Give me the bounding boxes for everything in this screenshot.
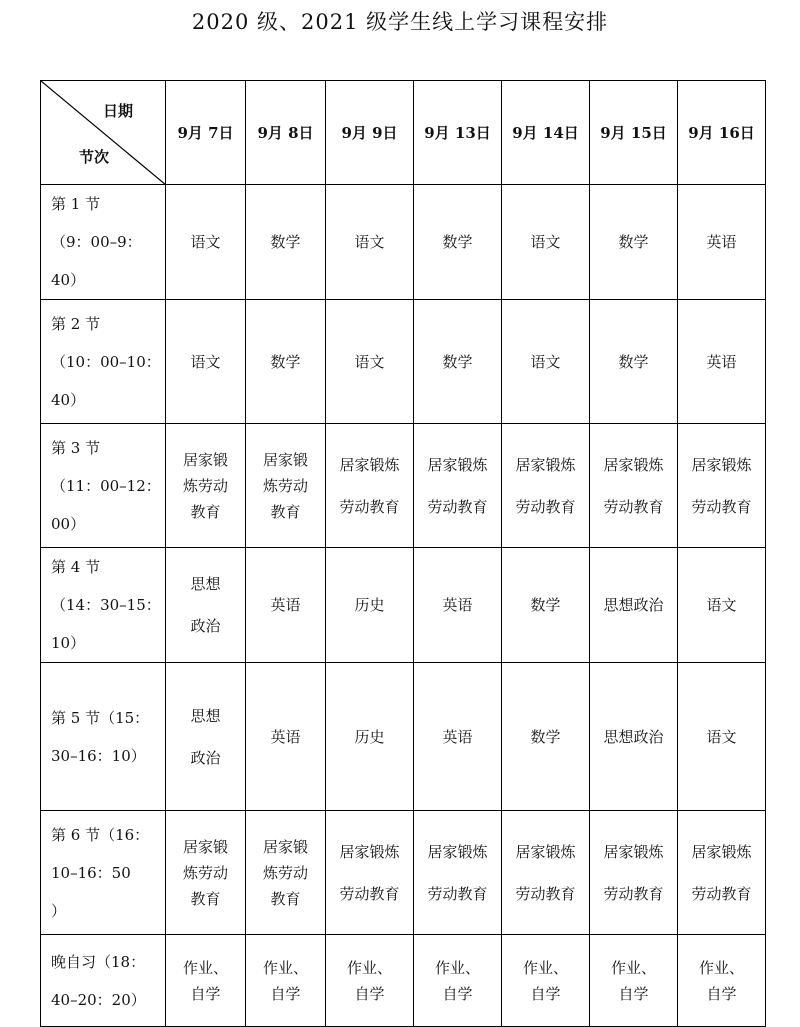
course-cell <box>590 424 678 548</box>
cell-line: 作业、 <box>346 958 392 977</box>
course-cell: 语文 <box>502 185 590 300</box>
cell-line: 居家锻 <box>182 450 228 469</box>
cell-line: 居家锻炼 <box>427 842 488 861</box>
date-header: 9月 15日 <box>590 81 678 185</box>
cell-line: 自学 <box>530 984 561 1003</box>
period-label <box>41 548 166 663</box>
cell-line: 第 6 节（16： <box>51 825 150 844</box>
cell-line: 劳动教育 <box>339 497 400 516</box>
course-cell <box>166 424 246 548</box>
course-cell <box>166 663 246 811</box>
course-cell <box>246 424 326 548</box>
table-row <box>41 424 766 548</box>
cell-line: （11：00–12： <box>51 476 161 495</box>
cell-line: 劳动教育 <box>691 497 752 516</box>
cell-line: 炼劳动 <box>262 863 308 882</box>
course-cell: 英语 <box>678 300 766 424</box>
course-cell: 语文 <box>502 300 590 424</box>
course-cell: 英语 <box>246 663 326 811</box>
cell-line: 作业、 <box>522 958 568 977</box>
cell-line: 劳动教育 <box>427 884 488 903</box>
cell-line: 居家锻炼 <box>603 455 664 474</box>
date-header: 9月 14日 <box>502 81 590 185</box>
cell-line: （10：00–10： <box>51 352 161 371</box>
corner-section-label: 节次 <box>79 148 110 166</box>
cell-line: 教育 <box>190 502 221 521</box>
cell-line: 居家锻炼 <box>603 842 664 861</box>
cell-line: 10） <box>51 634 86 652</box>
course-cell <box>246 935 326 1027</box>
cell-line: 劳动教育 <box>427 497 488 516</box>
course-cell: 语文 <box>678 663 766 811</box>
cell-line: 教育 <box>190 889 221 908</box>
course-cell: 语文 <box>326 300 414 424</box>
course-cell <box>502 811 590 935</box>
cell-line: 作业、 <box>698 958 744 977</box>
cell-line: 作业、 <box>182 958 228 977</box>
cell-line: 劳动教育 <box>339 884 400 903</box>
cell-line: 第 4 节 <box>51 558 101 576</box>
date-header: 9月 16日 <box>678 81 766 185</box>
course-cell <box>166 811 246 935</box>
cell-line: 炼劳动 <box>182 476 228 495</box>
cell-line: 政治 <box>190 617 221 635</box>
course-cell <box>166 935 246 1027</box>
table-row <box>41 185 766 300</box>
course-cell: 英语 <box>414 663 502 811</box>
course-cell: 历史 <box>326 548 414 663</box>
course-cell: 历史 <box>326 663 414 811</box>
cell-line: 第 3 节 <box>51 438 101 457</box>
cell-line: 自学 <box>270 984 301 1003</box>
cell-line: 自学 <box>706 984 737 1003</box>
course-cell <box>502 424 590 548</box>
cell-line: 第 5 节（15： <box>51 708 150 727</box>
cell-line: 劳动教育 <box>515 497 576 516</box>
cell-line: （9：00–9：40） <box>51 233 142 289</box>
course-cell <box>326 424 414 548</box>
period-label <box>41 300 166 424</box>
page-title: 2020 级、2021 级学生线上学习课程安排 <box>191 10 609 34</box>
table-row <box>41 811 766 935</box>
period-label <box>41 663 166 811</box>
cell-line: 劳动教育 <box>515 884 576 903</box>
course-cell <box>414 935 502 1027</box>
cell-line: 炼劳动 <box>182 863 228 882</box>
corner-diagonal-line <box>41 81 166 185</box>
cell-line: 居家锻炼 <box>691 455 752 474</box>
cell-line: 劳动教育 <box>691 884 752 903</box>
cell-line: 居家锻炼 <box>691 842 752 861</box>
course-cell: 数学 <box>414 185 502 300</box>
course-cell: 语文 <box>166 300 246 424</box>
course-cell: 数学 <box>502 663 590 811</box>
course-cell <box>590 935 678 1027</box>
course-cell: 数学 <box>414 300 502 424</box>
course-cell: 数学 <box>590 300 678 424</box>
course-cell <box>502 935 590 1027</box>
course-cell: 数学 <box>590 185 678 300</box>
table-row <box>41 548 766 663</box>
course-cell: 语文 <box>166 185 246 300</box>
period-label <box>41 424 166 548</box>
cell-line: 自学 <box>354 984 385 1003</box>
date-header: 9月 9日 <box>326 81 414 185</box>
course-cell: 数学 <box>246 300 326 424</box>
cell-line: 居家锻炼 <box>339 455 400 474</box>
cell-line: 居家锻炼 <box>339 842 400 861</box>
cell-line: 炼劳动 <box>262 476 308 495</box>
cell-line: 作业、 <box>434 958 480 977</box>
cell-line: ） <box>51 901 67 920</box>
period-label <box>41 811 166 935</box>
corner-date-label: 日期 <box>103 102 134 120</box>
cell-line: 00） <box>51 514 86 533</box>
date-header: 9月 13日 <box>414 81 502 185</box>
course-cell: 英语 <box>246 548 326 663</box>
cell-line: 教育 <box>270 889 301 908</box>
cell-line: 居家锻 <box>262 837 308 856</box>
cell-line: 自学 <box>442 984 473 1003</box>
course-cell <box>678 424 766 548</box>
date-header: 9月 7日 <box>166 81 246 185</box>
course-cell: 英语 <box>678 185 766 300</box>
corner-cell <box>41 81 166 185</box>
course-cell <box>678 935 766 1027</box>
cell-line: 自学 <box>618 984 649 1003</box>
course-cell: 语文 <box>678 548 766 663</box>
cell-line: 晚自习（18： <box>51 952 146 971</box>
cell-line: 自学 <box>190 984 221 1003</box>
cell-line: 居家锻 <box>262 450 308 469</box>
table-row <box>41 935 766 1027</box>
cell-line: 10–16：50 <box>51 863 131 882</box>
course-cell: 思想政治 <box>590 548 678 663</box>
period-label <box>41 935 166 1027</box>
cell-line: 作业、 <box>610 958 656 977</box>
course-cell <box>678 811 766 935</box>
cell-line: 劳动教育 <box>603 497 664 516</box>
cell-line: 居家锻炼 <box>515 842 576 861</box>
header-row <box>41 81 766 185</box>
cell-line: 居家锻炼 <box>515 455 576 474</box>
course-cell <box>166 548 246 663</box>
course-cell <box>590 811 678 935</box>
cell-line: 居家锻 <box>182 837 228 856</box>
cell-line: 作业、 <box>262 958 308 977</box>
course-cell: 数学 <box>502 548 590 663</box>
schedule-table <box>40 80 766 1027</box>
course-cell <box>326 935 414 1027</box>
cell-line: 40–20：20） <box>51 990 146 1009</box>
cell-line: 教育 <box>270 502 301 521</box>
cell-line: 居家锻炼 <box>427 455 488 474</box>
course-cell: 数学 <box>246 185 326 300</box>
course-cell <box>414 811 502 935</box>
cell-line: 40） <box>51 390 86 409</box>
cell-line: 思想 <box>190 706 221 725</box>
cell-line: 第 1 节 <box>51 195 101 213</box>
period-label <box>41 185 166 300</box>
cell-line: 30–16：10） <box>51 746 146 765</box>
table-row <box>41 300 766 424</box>
course-cell <box>246 811 326 935</box>
course-cell: 英语 <box>414 548 502 663</box>
course-cell <box>414 424 502 548</box>
course-cell: 语文 <box>326 185 414 300</box>
cell-line: 思想 <box>190 575 221 593</box>
course-cell: 思想政治 <box>590 663 678 811</box>
course-cell <box>326 811 414 935</box>
date-header: 9月 8日 <box>246 81 326 185</box>
cell-line: 第 2 节 <box>51 314 101 333</box>
table-row <box>41 663 766 811</box>
cell-line: （14：30–15： <box>51 596 161 614</box>
cell-line: 政治 <box>190 748 221 767</box>
cell-line: 劳动教育 <box>603 884 664 903</box>
